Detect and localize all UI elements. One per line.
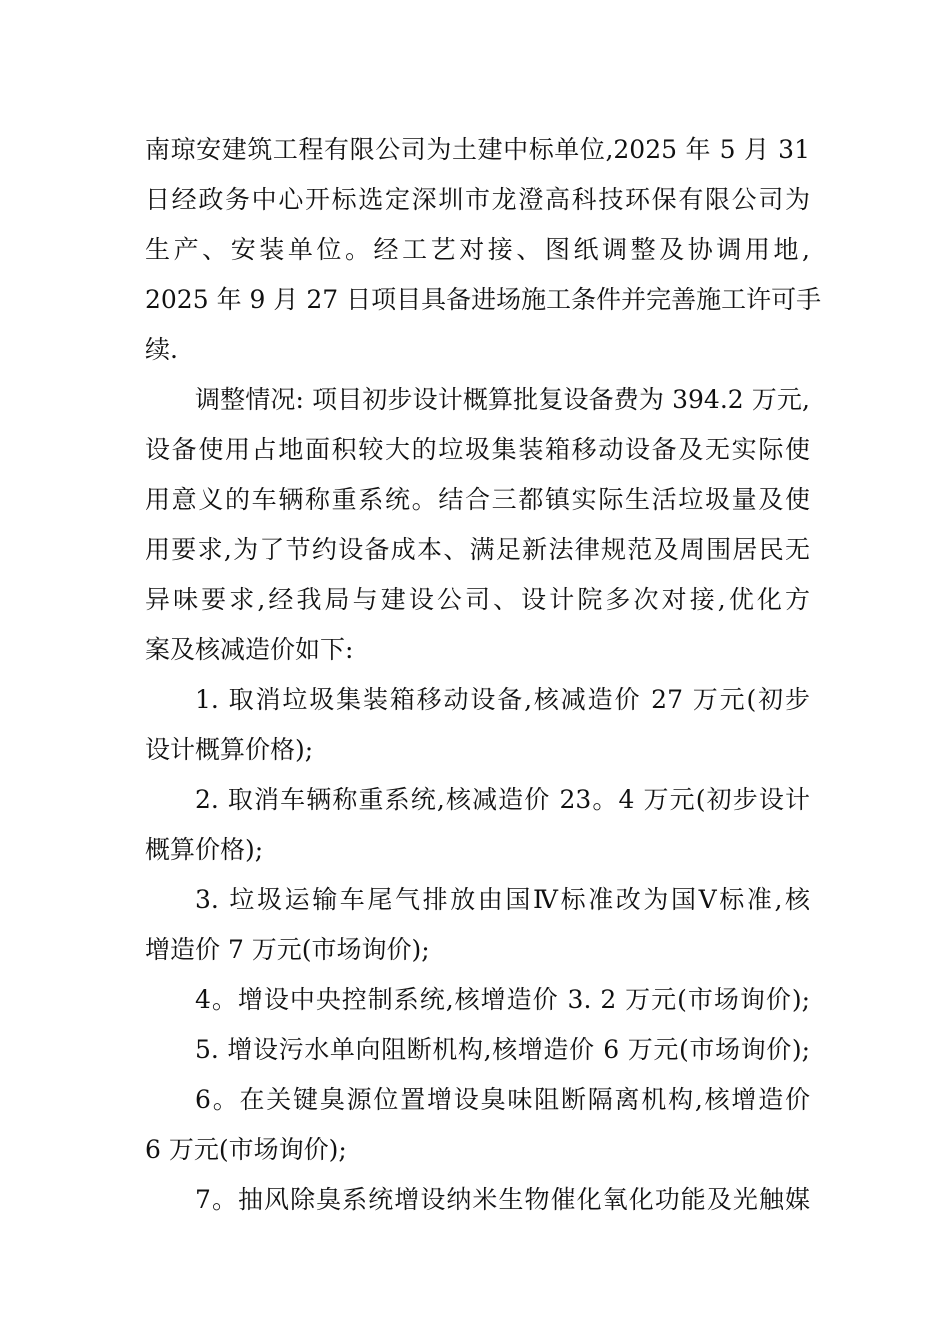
list-item-line: 设计概算价格); xyxy=(145,735,314,764)
paragraph-line: 用要求,为了节约设备成本、满足新法律规范及周围居民无 xyxy=(145,535,810,564)
list-item-line: 3. 垃圾运输车尾气排放由国Ⅳ标准改为国Ⅴ标准,核 xyxy=(195,885,810,914)
list-item-line: 6。在关键臭源位置增设臭味阻断隔离机构,核增造价 xyxy=(195,1085,810,1114)
list-item-line: 7。抽风除臭系统增设纳米生物催化氧化功能及光触媒 xyxy=(195,1185,810,1214)
list-item-line: 2. 取消车辆称重系统,核减造价 23。4 万元(初步设计 xyxy=(195,785,810,814)
list-item-line: 增造价 7 万元(市场询价); xyxy=(145,935,430,964)
paragraph-line: 案及核减造价如下: xyxy=(145,635,354,664)
list-item-line: 概算价格); xyxy=(145,835,264,864)
paragraph-line: 2025 年 9 月 27 日项目具备进场施工条件并完善施工许可手 xyxy=(145,285,822,314)
paragraph-line: 续. xyxy=(145,335,178,364)
paragraph-line: 南琼安建筑工程有限公司为土建中标单位,2025 年 5 月 31 xyxy=(145,135,810,164)
list-item-line: 6 万元(市场询价); xyxy=(145,1135,347,1164)
paragraph-line: 设备使用占地面积较大的垃圾集装箱移动设备及无实际使 xyxy=(145,435,810,464)
list-item-line: 5. 增设污水单向阻断机构,核增造价 6 万元(市场询价); xyxy=(195,1035,810,1064)
list-item-line: 1. 取消垃圾集装箱移动设备,核减造价 27 万元(初步 xyxy=(195,685,810,714)
list-item-line: 4。增设中央控制系统,核增造价 3. 2 万元(市场询价); xyxy=(195,985,810,1014)
paragraph-line: 调整情况: 项目初步设计概算批复设备费为 394.2 万元, xyxy=(195,385,810,414)
paragraph-line: 生产、安装单位。经工艺对接、图纸调整及协调用地, xyxy=(145,235,810,264)
paragraph-line: 异味要求,经我局与建设公司、设计院多次对接,优化方 xyxy=(145,585,810,614)
paragraph-line: 用意义的车辆称重系统。结合三都镇实际生活垃圾量及使 xyxy=(145,485,810,514)
paragraph-line: 日经政务中心开标选定深圳市龙澄高科技环保有限公司为 xyxy=(145,185,810,214)
